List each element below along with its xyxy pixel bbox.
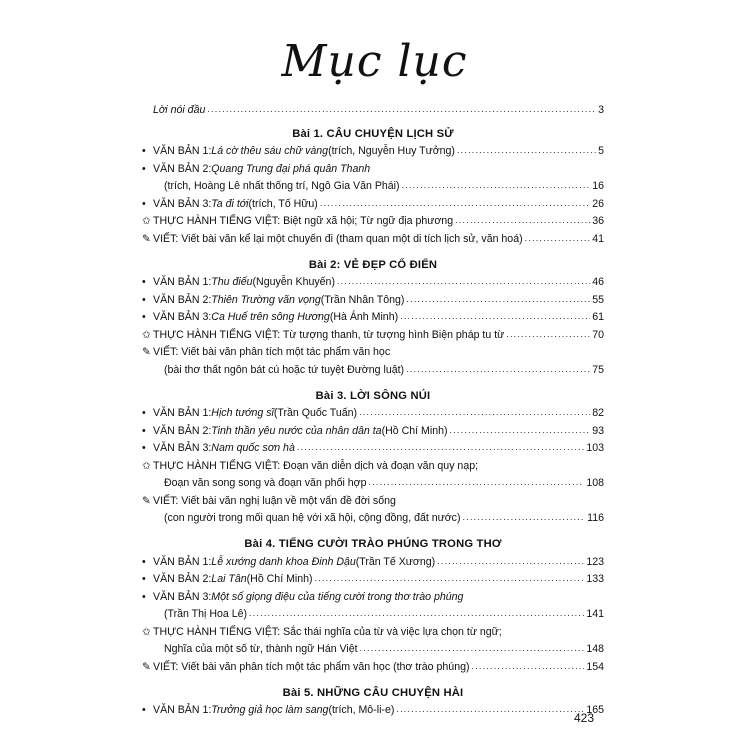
entry-text [142,573,313,586]
entry-label: VĂN BẢN 2: [153,573,212,585]
toc-entry [142,569,604,587]
entry-text [164,608,247,621]
dot-leader [315,573,585,584]
toc-entry [142,621,604,639]
work-author: (trích, Mô-li-e) [328,704,395,716]
toc-entry [142,551,604,569]
toc-entry [142,211,604,229]
entry-label: VĂN BẢN 3: [153,590,212,603]
dot-leader [472,661,585,672]
entry-page-number: 165 [586,704,604,716]
work-title: Ta đi tới [211,197,249,210]
entry-label: VĂN BẢN 3: [153,442,212,454]
dot-leader [337,276,590,287]
entry-page-number: 116 [587,512,604,524]
entry-label: VĂN BẢN 1: [153,555,212,568]
entry-text [142,460,478,473]
work-author: (Trần Quốc Tuấn) [273,407,358,419]
bullet-dot-icon: • [142,311,146,323]
dot-leader [396,704,584,715]
entry-label: (con người trong mối quan hệ với xã hội, cộng đồng, đất nước) [164,512,461,524]
entry-text [142,311,398,324]
entry-label: Đoạn văn song song và đoạn văn phối hợp [164,477,367,489]
entry-label: VĂN BẢN 2: [153,293,212,306]
toc-entry [142,490,604,508]
dot-leader [320,198,590,209]
work-author: (Hồ Chí Minh) [381,424,448,437]
bullet-dot-icon: • [142,197,146,210]
entry-page-number: 133 [586,573,604,585]
entry-label: VĂN BẢN 3: [153,311,212,323]
entry-page-number: 154 [586,660,604,673]
entry-page-number: 93 [592,424,604,437]
entry-label: VĂN BẢN 2: [153,162,212,175]
toc-entry [142,158,604,176]
page-number: 423 [574,711,595,725]
entry-page-number: 148 [586,643,604,655]
dot-leader [506,329,590,340]
work-title: Thiên Trường vãn vọng [211,293,321,306]
entry-page-number: 123 [586,555,604,568]
dot-leader [406,294,590,305]
entry-page-number: 41 [592,232,604,245]
bullet-dot-icon: • [142,442,146,454]
entry-page-number: 55 [592,293,604,306]
toc-entry [142,420,604,438]
entry-page-number: 26 [592,197,604,210]
entry-text [142,556,435,569]
toc-entry [142,141,604,159]
toc-entry [142,508,604,526]
entry-text [142,329,504,342]
entry-text [142,626,502,639]
lesson-heading: Bài 3. LỜI SÔNG NÚI [315,389,431,402]
work-author: (trích, Nguyễn Huy Tưởng) [328,145,455,157]
toc-entry [142,342,604,360]
entry-text [142,198,318,211]
bullet-dot-icon: • [142,276,146,288]
toc-entry [142,289,604,307]
entry-label: VIẾT: Viết bài văn phân tích một tác phẩm văn học [153,346,391,358]
entry-text [142,407,357,420]
entry-label: VĂN BẢN 2: [153,424,212,437]
bullet-dot-icon: • [142,573,146,585]
work-title: Trưởng giả học làm sang [211,704,329,716]
work-author: (Nguyễn Khuyến) [252,276,335,288]
entry-page-number: 141 [586,608,604,620]
entry-label: VIẾT: Viết bài văn nghị luận về một vấn đề đời sống [153,494,396,507]
entry-label: VĂN BẢN 1: [153,704,212,716]
dot-leader [457,145,596,156]
dot-leader [455,215,590,226]
work-title: Nam quốc sơn hà [211,442,295,454]
star-icon: ✩ [142,215,151,227]
bullet-dot-icon: • [142,293,146,306]
entry-text [142,495,396,508]
entry-text [142,346,390,359]
lesson-heading: Bài 4. TIẾNG CƯỜI TRÀO PHÚNG TRONG THƠ [244,538,502,550]
entry-text [142,145,455,158]
entry-label: VIẾT: Viết bài văn phân tích một tác phẩm văn học (thơ trào phúng) [153,660,470,673]
work-title: Hịch tướng sĩ [211,407,274,419]
entry-label: (trích, Hoàng Lê nhất thống trí, Ngô Gia Văn Phái) [164,180,400,192]
toc-entry [142,700,604,718]
dot-leader [297,442,584,453]
pen-icon: ✎ [142,232,151,245]
entry-page-number: 16 [592,180,604,192]
bullet-dot-icon: • [142,407,146,419]
star-icon: ✩ [142,328,151,341]
entry-label: THỰC HÀNH TIẾNG VIỆT: Biệt ngữ xã hội; Từ ngữ địa phương [153,215,454,227]
entry-page-number: 82 [592,407,604,419]
work-author: (trích, Tố Hữu) [248,197,318,210]
entry-label: THỰC HÀNH TIẾNG VIỆT: Sắc thái nghĩa của từ và việc lựa chọn từ ngữ; [153,625,502,638]
entry-text [164,477,367,490]
entry-page-number: 103 [586,442,604,454]
entry-text [142,661,470,674]
entry-label: VĂN BẢN 1: [153,276,212,288]
work-title: Ca Huế trên sông Hương [211,311,330,323]
entry-page-number: 108 [586,477,604,489]
entry-label: VĂN BẢN 1: [153,145,212,157]
page-title: Mục lục [281,36,468,87]
entry-text [164,643,358,656]
toc-entry [142,307,604,325]
toc-entry [142,639,604,657]
lesson-heading: Bài 5. NHỮNG CÂU CHUYỆN HÀI [282,686,464,699]
entry-page-number: 70 [592,328,604,341]
star-icon: ✩ [142,625,151,638]
entry-label: THỰC HÀNH TIẾNG VIỆT: Từ tượng thanh, từ tượng hình Biện pháp tu từ [153,328,505,341]
entry-text [142,425,448,438]
bullet-dot-icon: • [142,424,146,437]
entry-text [164,512,461,525]
dot-leader [406,364,590,375]
pen-icon: ✎ [142,346,151,358]
table-of-contents [142,99,604,717]
entry-page-number: 61 [592,311,604,323]
entry-label: VIẾT: Viết bài văn kể lại một chuyến đi (tham quan một di tích lịch sử, văn hoá) [153,232,523,245]
toc-entry [142,359,604,377]
toc-entry [142,604,604,622]
entry-text [164,364,404,377]
entry-page-number: 3 [598,103,604,116]
bullet-dot-icon: • [142,704,146,716]
dot-leader [360,643,585,654]
entry-text [142,704,394,717]
work-title: Lá cờ thêu sáu chữ vàng [211,145,329,157]
entry-page-number: 36 [592,215,604,227]
dot-leader [400,311,590,322]
pen-icon: ✎ [142,494,151,507]
entry-page-number: 5 [598,145,604,157]
dot-leader [450,425,591,436]
dot-leader [463,512,586,523]
work-author: (Trần Nhân Tông) [320,293,405,306]
bullet-dot-icon: • [142,162,146,175]
work-title: Lai Tân [211,573,247,585]
work-title: Một số giọng điệu của tiếng cười trong thơ trào phúng [211,590,464,603]
toc-entry [142,324,604,342]
toc-entry [142,403,604,421]
work-author: (Hồ Chí Minh) [246,573,313,585]
toc-entry [142,193,604,211]
dot-leader [369,477,585,488]
entry-text [142,591,463,604]
toc-entry [142,99,604,117]
bullet-dot-icon: • [142,145,146,157]
entry-label: Lời nói đầu [153,103,206,116]
dot-leader [249,608,584,619]
work-title: Lễ xướng danh khoa Đinh Dậu [211,555,356,568]
bullet-dot-icon: • [142,590,146,603]
dot-leader [525,233,591,244]
toc-entry [142,272,604,290]
entry-text [142,442,295,455]
entry-label: VĂN BẢN 3: [153,197,212,210]
entry-text [142,104,205,117]
toc-entry [142,438,604,456]
work-title: Quang Trung đại phá quân Thanh [211,162,371,175]
toc-entry [142,586,604,604]
toc-entry [142,176,604,194]
entry-text [142,215,453,228]
entry-text [164,180,400,193]
toc-entry [142,455,604,473]
entry-text [142,233,523,246]
entry-label: (bài thơ thất ngôn bát cú hoặc tứ tuyệt Đường luật) [164,363,405,376]
entry-text [142,276,335,289]
dot-leader [359,407,590,418]
work-author: (Hà Ánh Minh) [329,311,399,323]
work-author: (Trần Tế Xương) [355,555,436,568]
entry-text [142,294,404,307]
pen-icon: ✎ [142,660,151,673]
work-title: Tinh thần yêu nước của nhân dân ta [211,424,382,437]
dot-leader [207,104,596,115]
toc-entry [142,228,604,246]
lesson-heading: Bài 1. CÂU CHUYỆN LỊCH SỬ [292,127,454,140]
entry-label: (Trần Thị Hoa Lê) [164,608,248,620]
star-icon: ✩ [142,459,151,472]
dot-leader [437,556,584,567]
entry-label: THỰC HÀNH TIẾNG VIỆT: Đoạn văn diễn dịch và đoạn văn quy nạp; [153,459,479,472]
entry-page-number: 46 [592,276,604,288]
toc-entry [142,656,604,674]
entry-label: Nghĩa của một số từ, thành ngữ Hán Việt [164,643,358,655]
dot-leader [402,180,591,191]
entry-page-number: 75 [592,363,604,376]
toc-entry [142,473,604,491]
bullet-dot-icon: • [142,555,146,568]
entry-text [142,163,370,176]
entry-label: VĂN BẢN 1: [153,407,212,419]
lesson-heading: Bài 2: VẺ ĐẸP CỔ ĐIỂN [308,258,438,271]
work-title: Thu điếu [211,276,253,288]
